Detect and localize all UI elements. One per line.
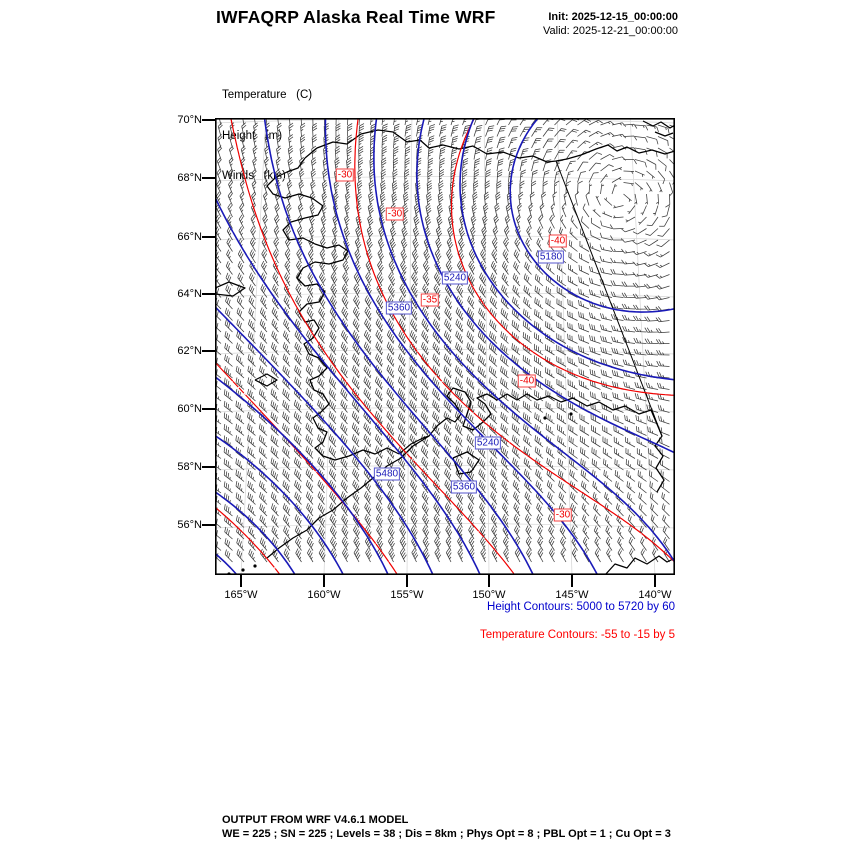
lat-axis-label: 56°N (177, 519, 202, 531)
model-version-line: OUTPUT FROM WRF V4.6.1 MODEL (222, 814, 409, 826)
temperature-contour-label: -40 (519, 375, 535, 387)
map-plot-canvas (215, 118, 675, 575)
legend-temperature-label: Temperature (C) (222, 89, 313, 101)
lon-tick (488, 575, 489, 587)
lon-tick (654, 575, 655, 587)
lon-tick (571, 575, 572, 587)
init-time-label: Init: 2025-12-15_00:00:00 (548, 11, 678, 23)
lon-axis-label: 145°W (555, 589, 589, 601)
lat-axis-label: 60°N (177, 403, 202, 415)
height-contours-caption: Height Contours: 5000 to 5720 by 60 (487, 601, 675, 613)
legend-winds-label: Winds (kts) (222, 170, 286, 182)
lat-axis-label: 68°N (177, 172, 202, 184)
height-contour-label: 5360 (387, 302, 411, 314)
lat-axis-label: 66°N (177, 231, 202, 243)
lat-axis-label: 70°N (177, 114, 202, 126)
lat-axis-label: 62°N (177, 345, 202, 357)
lon-axis-label: 140°W (638, 589, 672, 601)
temperature-contour-label: -30 (337, 169, 353, 181)
model-config-line: WE = 225 ; SN = 225 ; Levels = 38 ; Dis = 8km ; Phys Opt = 8 ; PBL Opt = 1 ; Cu Opt = 3 (222, 827, 671, 840)
lat-axis-label: 64°N (177, 288, 202, 300)
height-contour-label: 5240 (443, 272, 467, 284)
model-info-footer (222, 814, 671, 841)
lon-axis-label: 150°W (472, 589, 506, 601)
lat-tick (202, 524, 215, 525)
lon-tick (240, 575, 241, 587)
height-contour-label: 5240 (476, 437, 500, 449)
lon-tick (323, 575, 324, 587)
legend-height-label: Height (m) (222, 129, 283, 142)
run-times (500, 10, 678, 38)
valid-time-label: Valid: 2025-12-21_00:00:00 (543, 25, 678, 37)
lon-axis-label: 165°W (224, 589, 258, 601)
temperature-contour-label: -30 (555, 509, 571, 521)
lat-tick (202, 293, 215, 294)
lon-tick (406, 575, 407, 587)
weather-map (177, 114, 675, 601)
height-contour-label: 5360 (452, 481, 476, 493)
lat-tick (202, 119, 215, 120)
lon-axis-label: 155°W (390, 589, 424, 601)
temperature-contour-label: -30 (387, 208, 403, 220)
temperature-contour-label: -40 (550, 235, 566, 247)
height-contour-label: 5480 (375, 468, 399, 480)
lat-tick (202, 350, 215, 351)
temperature-contours-caption: Temperature Contours: -55 to -15 by 5 (480, 629, 675, 641)
lat-axis-label: 58°N (177, 461, 202, 473)
lon-axis-label: 160°W (307, 589, 341, 601)
lat-tick (202, 177, 215, 178)
lat-tick (202, 408, 215, 409)
page-title: IWFAQRP Alaska Real Time WRF (216, 7, 496, 27)
temperature-contour-label: -35 (422, 294, 438, 306)
height-contour-label: 5180 (539, 251, 563, 263)
lat-tick (202, 466, 215, 467)
lat-tick (202, 236, 215, 237)
